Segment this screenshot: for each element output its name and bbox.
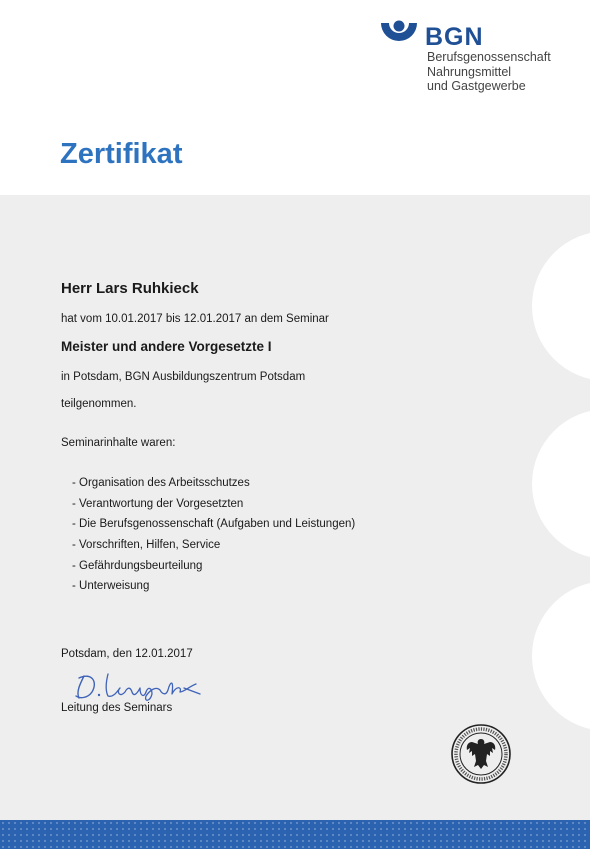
logo-line-3: und Gastgewerbe	[427, 79, 526, 93]
seminar-name: Meister und andere Vorgesetzte I	[61, 339, 272, 354]
seminar-location: in Potsdam, BGN Ausbildungszentrum Potsdam	[61, 371, 306, 383]
topic-item: - Gefährdungsbeurteilung	[72, 559, 203, 572]
decorative-arc	[532, 409, 590, 559]
decorative-arc	[532, 581, 590, 731]
participation-text: teilgenommen.	[61, 398, 137, 410]
topic-list	[72, 477, 355, 601]
seminar-dates: hat vom 10.01.2017 bis 12.01.2017 an dem Seminar	[61, 313, 329, 325]
logo-line-2: Nahrungsmittel	[427, 65, 512, 79]
decorative-arc	[532, 231, 590, 381]
footer-stripe	[0, 820, 590, 849]
topic-item: - Vorschriften, Hilfen, Service	[72, 539, 221, 552]
contents-heading: Seminarinhalte waren:	[61, 437, 176, 449]
topic-item: - Unterweisung	[72, 580, 150, 593]
bgn-logo-icon	[380, 20, 418, 50]
place-date: Potsdam, den 12.01.2017	[61, 648, 193, 660]
recipient-name: Herr Lars Ruhkieck	[61, 280, 199, 297]
eagle-seal-icon	[450, 723, 512, 785]
topic-item: - Verantwortung der Vorgesetzten	[72, 497, 244, 510]
certificate-title: Zertifikat	[60, 138, 183, 170]
signature-caption: Leitung des Seminars	[61, 702, 173, 714]
topic-item: - Organisation des Arbeitsschutzes	[72, 477, 250, 489]
logo-abbreviation: BGN	[425, 23, 484, 51]
topic-item: - Die Berufsgenossenschaft (Aufgaben und Leistungen)	[72, 518, 356, 531]
signature	[70, 668, 215, 704]
logo-line-1: Berufsgenossenschaft	[427, 50, 551, 64]
